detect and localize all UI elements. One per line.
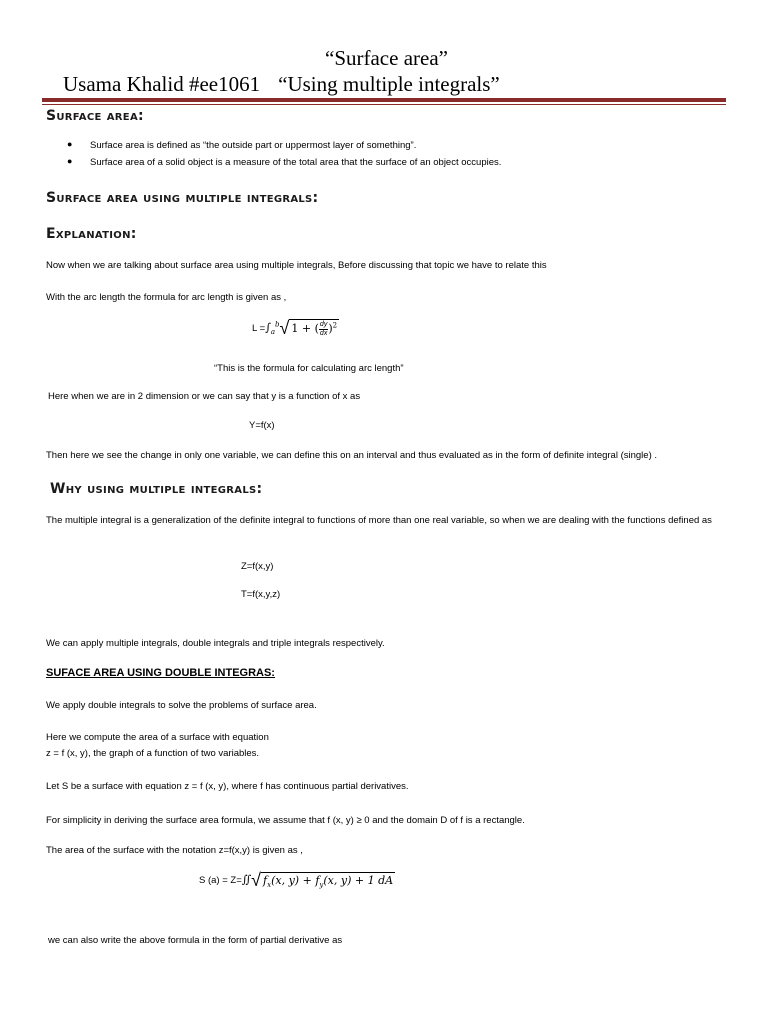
bullet-icon: ●	[67, 156, 73, 166]
heading-explanation: Explanation:	[46, 226, 137, 242]
equation-y: Y=f(x)	[249, 420, 275, 431]
formula-caption: “This is the formula for calculating arc length”	[214, 363, 404, 374]
heading-surface-area: Surface area:	[46, 108, 144, 124]
paragraph: Let S be a surface with equation z = f (x, y), where f has continuous partial derivatives.	[46, 781, 409, 792]
header-rule-thick	[42, 98, 726, 102]
bullet-item: Surface area is defined as “the outside part or uppermost layer of something”.	[90, 140, 417, 151]
paragraph: Here when we are in 2 dimension or we can say that y is a function of x as	[48, 391, 361, 402]
paragraph: Here we compute the area of a surface with equation	[46, 732, 269, 743]
paragraph: For simplicity in deriving the surface area formula, we assume that f (x, y) ≥ 0 and the domain D of f is a rectangle.	[46, 815, 525, 826]
paragraph: we can also write the above formula in the form of partial derivative as	[48, 935, 343, 946]
equation-t: T=f(x,y,z)	[241, 589, 281, 600]
equation-z: Z=f(x,y)	[241, 561, 274, 572]
bullet-icon: ●	[67, 139, 73, 149]
heading-multiple-integrals: Surface area using multiple integrals:	[46, 190, 319, 206]
paragraph: The area of the surface with the notation z=f(x,y) is given as ,	[46, 845, 303, 856]
arc-length-formula: $L =\int_a^b√$ 1 + ( $\frac{dy}{dx}$ )$^2$	[252, 318, 338, 338]
paragraph: z = f (x, y), the graph of a function of two variables.	[46, 748, 260, 759]
paragraph: We can apply multiple integrals, double integrals and triple integrals respectively.	[46, 638, 385, 649]
subtitle: “Using multiple integrals”	[278, 72, 500, 96]
paragraph: We apply double integrals to solve the problems of surface area.	[46, 700, 317, 711]
paragraph: With the arc length the formula for arc length is given as ,	[46, 292, 287, 303]
formula-label: L =	[252, 323, 266, 335]
heading-double-integrals: SUFACE AREA USING DOUBLE INTEGRAS:	[46, 667, 275, 679]
bullet-item: Surface area of a solid object is a measure of the total area that the surface of an object occupies.	[90, 157, 502, 168]
paragraph: Now when we are talking about surface area using multiple integrals, Before discussing that topic we have to relate this	[46, 260, 547, 271]
heading-why-multiple: Why using multiple integrals:	[50, 481, 263, 497]
document-title: “Surface area”	[325, 46, 448, 70]
author-line	[63, 72, 500, 97]
author-id: Usama Khalid #ee1061	[63, 72, 261, 96]
header-rule-thin	[42, 104, 726, 105]
formula-label: S (a) = Z=	[199, 875, 242, 887]
surface-area-formula: S (a) = Z=∬√ $f_x(x$, $y) + f_y(x$, y) + 1 dA	[199, 870, 394, 890]
paragraph: Then here we see the change in only one variable, we can define this on an interval and thus evaluated as in the form of definite integral (single) .	[46, 450, 658, 461]
paragraph: The multiple integral is a generalization of the definite integral to functions of more than one real variable, so when we are dealing with the functions defined as	[46, 515, 712, 526]
